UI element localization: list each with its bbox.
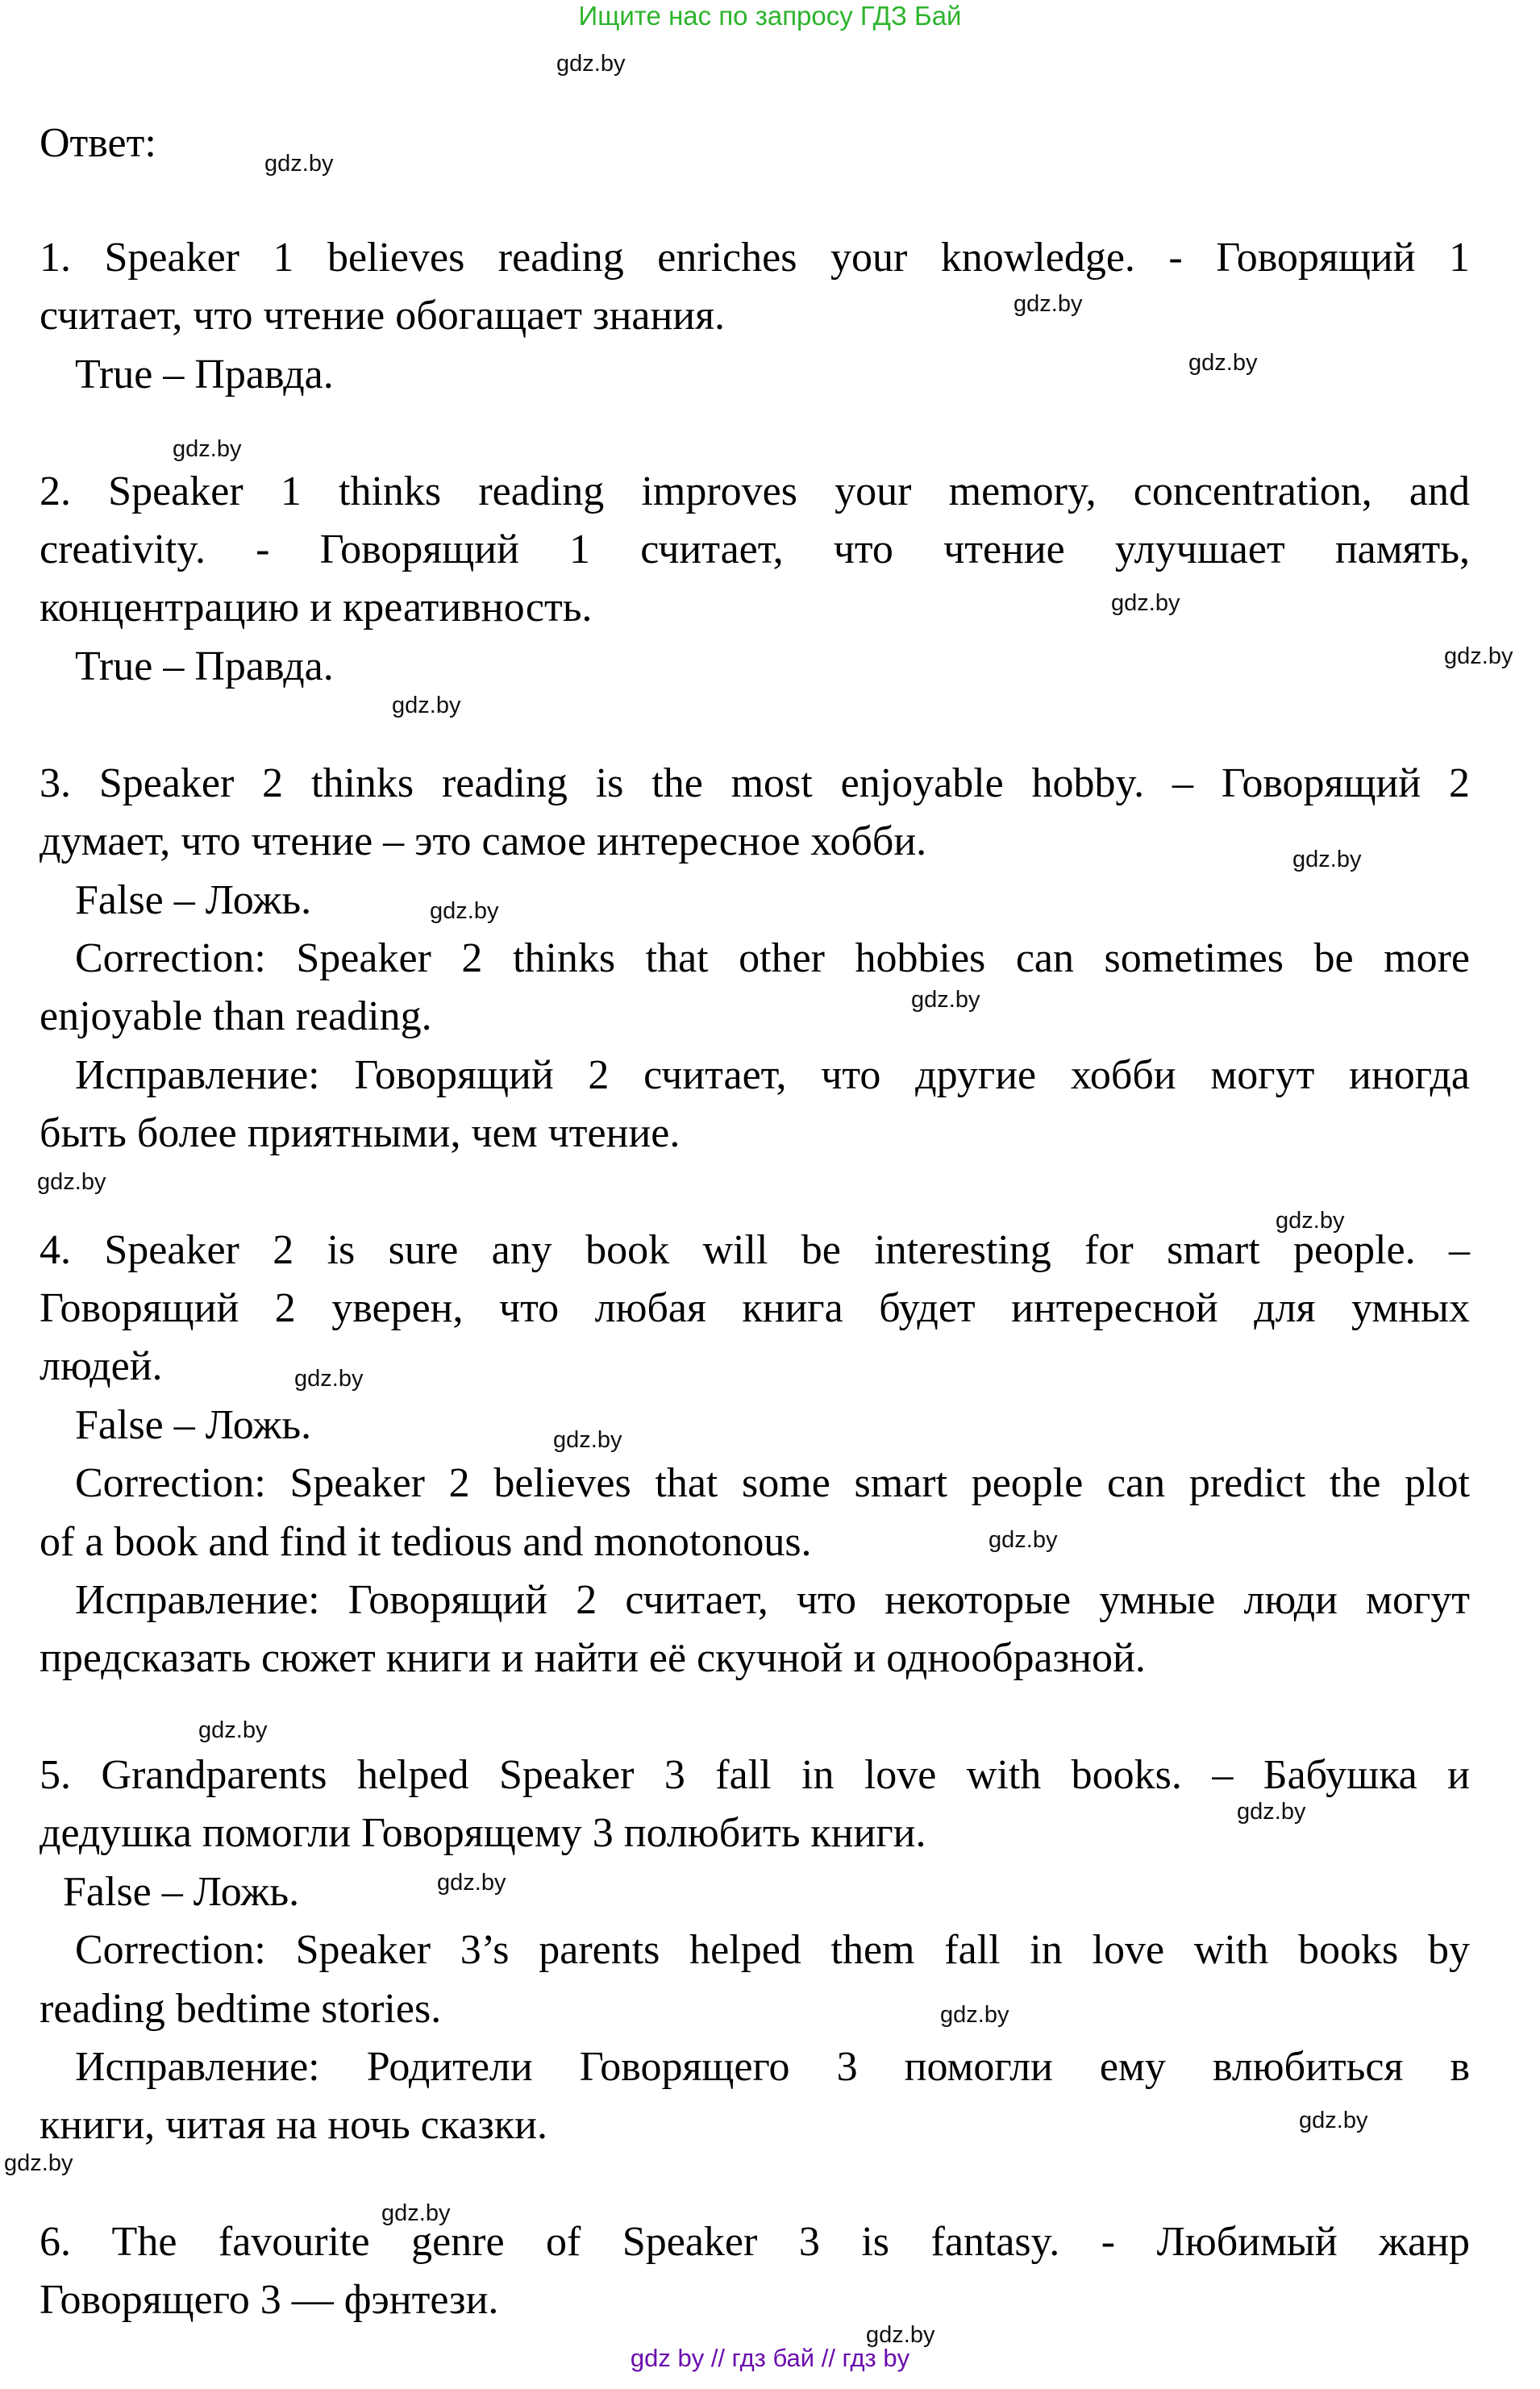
watermark: gdz.by bbox=[264, 151, 334, 177]
watermark: gdz.by bbox=[866, 2322, 935, 2348]
watermark: gdz.by bbox=[1276, 1208, 1345, 1234]
item-4-statement-line-1: 4. Speaker 2 is sure any book will be interesting for smart people. – bbox=[40, 1227, 1470, 1273]
watermark: gdz.by bbox=[1013, 291, 1083, 317]
watermark: gdz.by bbox=[556, 51, 626, 77]
item-1-statement-line-2: считает, что чтение обогащает знания. bbox=[40, 293, 726, 339]
item-3-correction-ru-line-2: быть более приятными, чем чтение. bbox=[40, 1110, 681, 1156]
item-5-correction-ru-line-1: Исправление: Родители Говорящего 3 помогли ему влюбиться в bbox=[75, 2044, 1470, 2090]
item-5-statement-line-1: 5. Grandparents helped Speaker 3 fall in love with books. – Бабушка и bbox=[40, 1752, 1470, 1798]
item-2-statement-line-3: концентрацию и креативность. bbox=[40, 585, 593, 631]
watermark: gdz.by bbox=[381, 2200, 451, 2226]
watermark: gdz.by bbox=[198, 1717, 268, 1743]
item-4-verdict: False – Ложь. bbox=[75, 1402, 312, 1448]
watermark: gdz.by bbox=[1237, 1799, 1306, 1825]
watermark: gdz.by bbox=[940, 2002, 1009, 2028]
watermark: gdz.by bbox=[911, 987, 980, 1013]
watermark: gdz.by bbox=[4, 2150, 73, 2176]
footer-links: gdz by // гдз бай // гдз by bbox=[630, 2344, 910, 2372]
item-5-correction-line-2: reading bedtime stories. bbox=[40, 1986, 442, 2032]
watermark: gdz.by bbox=[37, 1169, 106, 1195]
watermark: gdz.by bbox=[1444, 643, 1513, 669]
item-3-verdict: False – Ложь. bbox=[75, 877, 312, 923]
item-4-statement-line-2: Говорящий 2 уверен, что любая книга будет интересной для умных bbox=[40, 1285, 1470, 1331]
item-5-correction-ru-line-2: книги, читая на ночь сказки. bbox=[40, 2102, 547, 2148]
item-4-statement-line-3: людей. bbox=[40, 1343, 163, 1389]
watermark: gdz.by bbox=[294, 1366, 364, 1392]
item-5-statement-line-2: дедушка помогли Говорящему 3 полюбить книги. bbox=[40, 1810, 926, 1856]
item-4-correction-ru-line-2: предсказать сюжет книги и найти её скучной и однообразной. bbox=[40, 1635, 1146, 1681]
watermark: gdz.by bbox=[437, 1870, 506, 1896]
item-3-statement-line-2: думает, что чтение – это самое интересное хобби. bbox=[40, 818, 927, 864]
watermark: gdz.by bbox=[430, 898, 499, 924]
item-3-statement-line-1: 3. Speaker 2 thinks reading is the most enjoyable hobby. – Говорящий 2 bbox=[40, 760, 1470, 806]
answer-label: Ответ: bbox=[40, 120, 156, 166]
watermark: gdz.by bbox=[392, 693, 461, 718]
item-6-statement-line-2: Говорящего 3 — фэнтези. bbox=[40, 2277, 499, 2323]
item-5-verdict: False – Ложь. bbox=[63, 1869, 300, 1915]
item-3-correction-line-2: enjoyable than reading. bbox=[40, 993, 432, 1039]
watermark: gdz.by bbox=[1292, 847, 1362, 872]
watermark: gdz.by bbox=[1188, 350, 1258, 376]
item-2-statement-line-2: creativity. - Говорящий 1 считает, что чтение улучшает память, bbox=[40, 526, 1470, 572]
watermark: gdz.by bbox=[553, 1427, 622, 1453]
watermark: gdz.by bbox=[989, 1527, 1058, 1553]
item-3-correction-ru-line-1: Исправление: Говорящий 2 считает, что другие хобби могут иногда bbox=[75, 1052, 1470, 1098]
item-6-statement-line-1: 6. The favourite genre of Speaker 3 is fantasy. - Любимый жанр bbox=[40, 2219, 1470, 2265]
watermark: gdz.by bbox=[1299, 2108, 1368, 2133]
item-1-verdict: True – Правда. bbox=[75, 352, 334, 397]
item-5-correction-line-1: Correction: Speaker 3’s parents helped them fall in love with books by bbox=[75, 1927, 1470, 1973]
item-4-correction-line-1: Correction: Speaker 2 believes that some smart people can predict the plot bbox=[75, 1460, 1470, 1506]
search-banner: Ищите нас по запросу ГДЗ Бай bbox=[578, 1, 962, 31]
item-1-statement-line-1: 1. Speaker 1 believes reading enriches your knowledge. - Говорящий 1 bbox=[40, 235, 1470, 281]
item-3-correction-line-1: Correction: Speaker 2 thinks that other hobbies can sometimes be more bbox=[75, 935, 1470, 981]
watermark: gdz.by bbox=[173, 436, 242, 462]
item-4-correction-ru-line-1: Исправление: Говорящий 2 считает, что некоторые умные люди могут bbox=[75, 1577, 1470, 1623]
watermark: gdz.by bbox=[1111, 590, 1180, 616]
item-2-verdict: True – Правда. bbox=[75, 643, 334, 689]
item-2-statement-line-1: 2. Speaker 1 thinks reading improves your memory, concentration, and bbox=[40, 468, 1470, 514]
item-4-correction-line-2: of a book and find it tedious and monotonous. bbox=[40, 1519, 812, 1565]
